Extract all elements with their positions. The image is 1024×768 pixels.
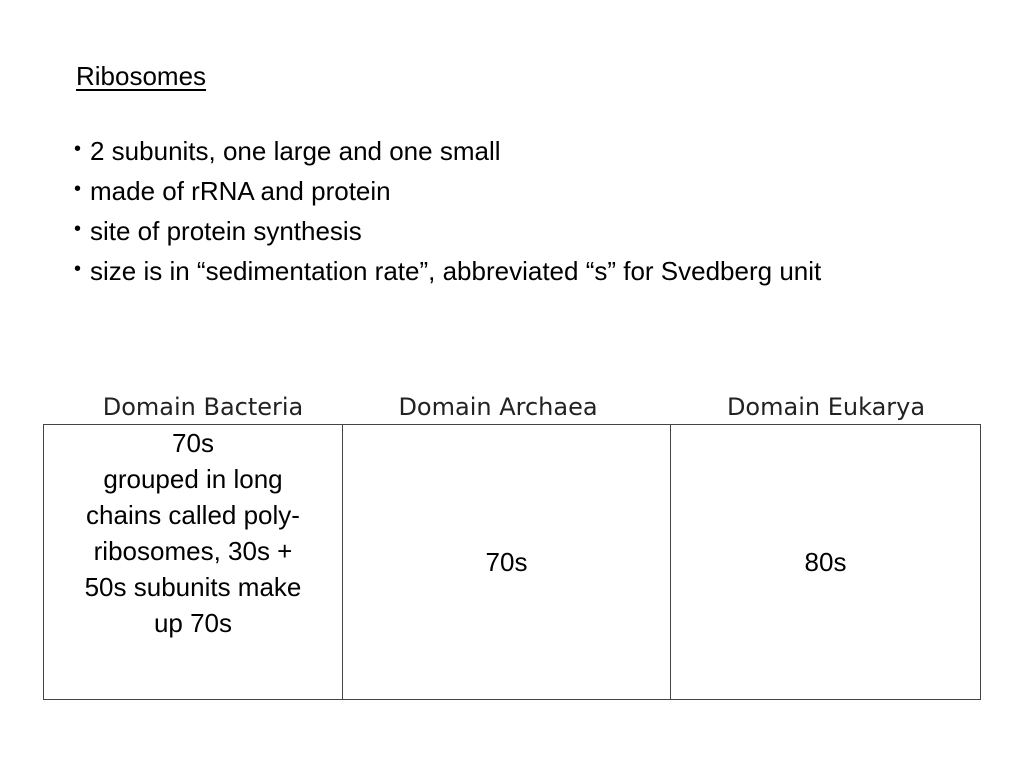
bullet-text: made of rRNA and protein <box>90 176 391 206</box>
cell-bacteria-text <box>58 425 328 641</box>
cell-eukarya <box>671 425 980 699</box>
bullet-list <box>74 133 821 293</box>
cell-line: 50s subunits make <box>84 572 302 602</box>
bullet-text: size is in “sedimentation rate”, abbreviated “s” for Svedberg unit <box>90 256 822 286</box>
bullet-icon: • <box>74 178 82 200</box>
bullet-icon: • <box>74 138 82 160</box>
cell-eukarya-text: 80s <box>804 547 847 577</box>
bullet-item <box>74 133 821 173</box>
bullet-item <box>74 173 821 213</box>
cell-archaea <box>343 425 671 699</box>
header-domain-bacteria: Domain Bacteria <box>102 393 304 421</box>
bullet-item <box>74 253 821 293</box>
bullet-item <box>74 213 821 253</box>
cell-bacteria <box>44 425 343 699</box>
cell-archaea-text: 70s <box>485 547 528 577</box>
slide-title: Ribosomes <box>76 61 207 91</box>
header-domain-archaea: Domain Archaea <box>398 393 598 421</box>
bullet-icon: • <box>74 218 82 240</box>
cell-line: up 70s <box>153 608 233 638</box>
bullet-text: site of protein synthesis <box>90 216 362 246</box>
cell-line: chains called poly- <box>86 500 300 530</box>
ribosome-table <box>43 424 981 700</box>
header-domain-eukarya: Domain Eukarya <box>726 393 926 421</box>
cell-line: 70s <box>172 428 214 458</box>
bullet-icon: • <box>74 258 82 280</box>
bullet-text: 2 subunits, one large and one small <box>90 136 501 166</box>
cell-line: ribosomes, 30s + <box>93 536 293 566</box>
cell-line: grouped in long <box>103 464 283 494</box>
